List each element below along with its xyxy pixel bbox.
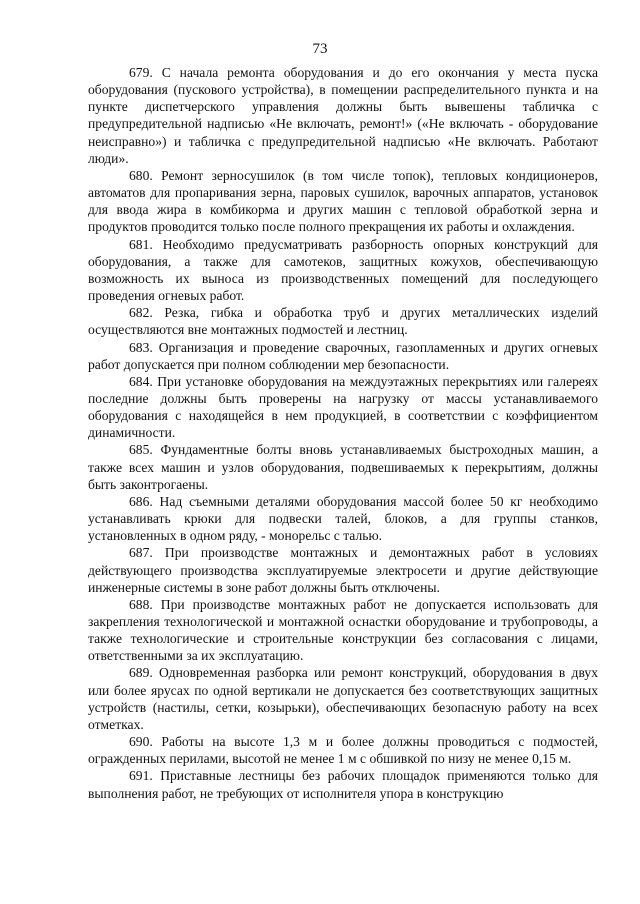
paragraph-690: 690. Работы на высоте 1,3 м и более должны проводиться с подмостей, огражденных перилами, высотой не менее 1 м с обшивкой по низу не менее 0,15 м. (88, 734, 598, 767)
paragraph-684: 684. При установке оборудования на междуэтажных перекрытиях или галереях последние должны быть проверены на нагрузку от массы устанавливаемого оборудования с находящейся в нем продукцией, в соответствии с коэффициентом динамичности. (88, 373, 598, 441)
paragraph-687: 687. При производстве монтажных и демонтажных работ в условиях действующего производства эксплуатируемые электросети и другие действующие инженерные системы в зоне работ должны быть отключены. (88, 545, 598, 595)
paragraph-680: 680. Ремонт зерносушилок (в том числе топок), тепловых кондиционеров, автоматов для пропаривания зерна, паровых сушилок, варочных аппаратов, установок для ввода жира в комбикорма и других машин с тепловой обработкой зерна и продуктов проводится только после полного прекращения их работы и охлаждения. (88, 167, 598, 235)
page-number: 73 (312, 41, 328, 57)
paragraph-691: 691. Приставные лестницы без рабочих площадок применяются только для выполнения работ, не требующих от исполнителя упора в конструкцию (88, 768, 598, 801)
paragraph-685: 685. Фундаментные болты вновь устанавливаемых быстроходных машин, а также всех машин и узлов оборудования, подвешиваемых к перекрытиям, должны быть законтрогаены. (88, 442, 598, 492)
paragraph-688: 688. При производстве монтажных работ не допускается использовать для закрепления технологической и монтажной оснастки оборудование и трубопроводы, а также технологические и строительные конструкции без согласования с лицами, ответственными за их эксплуатацию. (88, 596, 598, 664)
paragraph-679: 679. С начала ремонта оборудования и до его окончания у места пуска оборудования (пускового устройства), в помещении распределительного пункта и на пункте диспетчерского управления должны быть вывешены табличка с предупредительной надписью «Не включать, ремонт!» («Не включать - оборудование неисправно») и табличка с предупредительной надписью «Не включать. Работают люди». (88, 65, 598, 166)
paragraph-681: 681. Необходимо предусматривать разборность опорных конструкций для оборудования, а также для самотеков, защитных кожухов, обеспечивающую возможность их выноса из производственных помещений для последующего проведения огневых работ. (88, 236, 598, 304)
paragraph-683: 683. Организация и проведение сварочных, газопламенных и других огневых работ допускается при полном соблюдении мер безопасности. (88, 339, 598, 372)
paragraph-686: 686. Над съемными деталями оборудования массой более 50 кг необходимо устанавливать крюки для подвески талей, блоков, а для группы станков, установленных в одном ряду, - монорельс с талью. (88, 493, 598, 544)
document-body (88, 64, 598, 802)
paragraph-682: 682. Резка, гибка и обработка труб и других металлических изделий осуществляются вне монтажных подмостей и лестниц. (88, 305, 598, 338)
paragraph-689: 689. Одновременная разборка или ремонт конструкций, оборудования в двух или более ярусах по одной вертикали не допускается без соответствующих защитных устройств (настилы, сетки, козырьки), обеспечивающих безопасную работу на всех отметках. (88, 665, 598, 732)
